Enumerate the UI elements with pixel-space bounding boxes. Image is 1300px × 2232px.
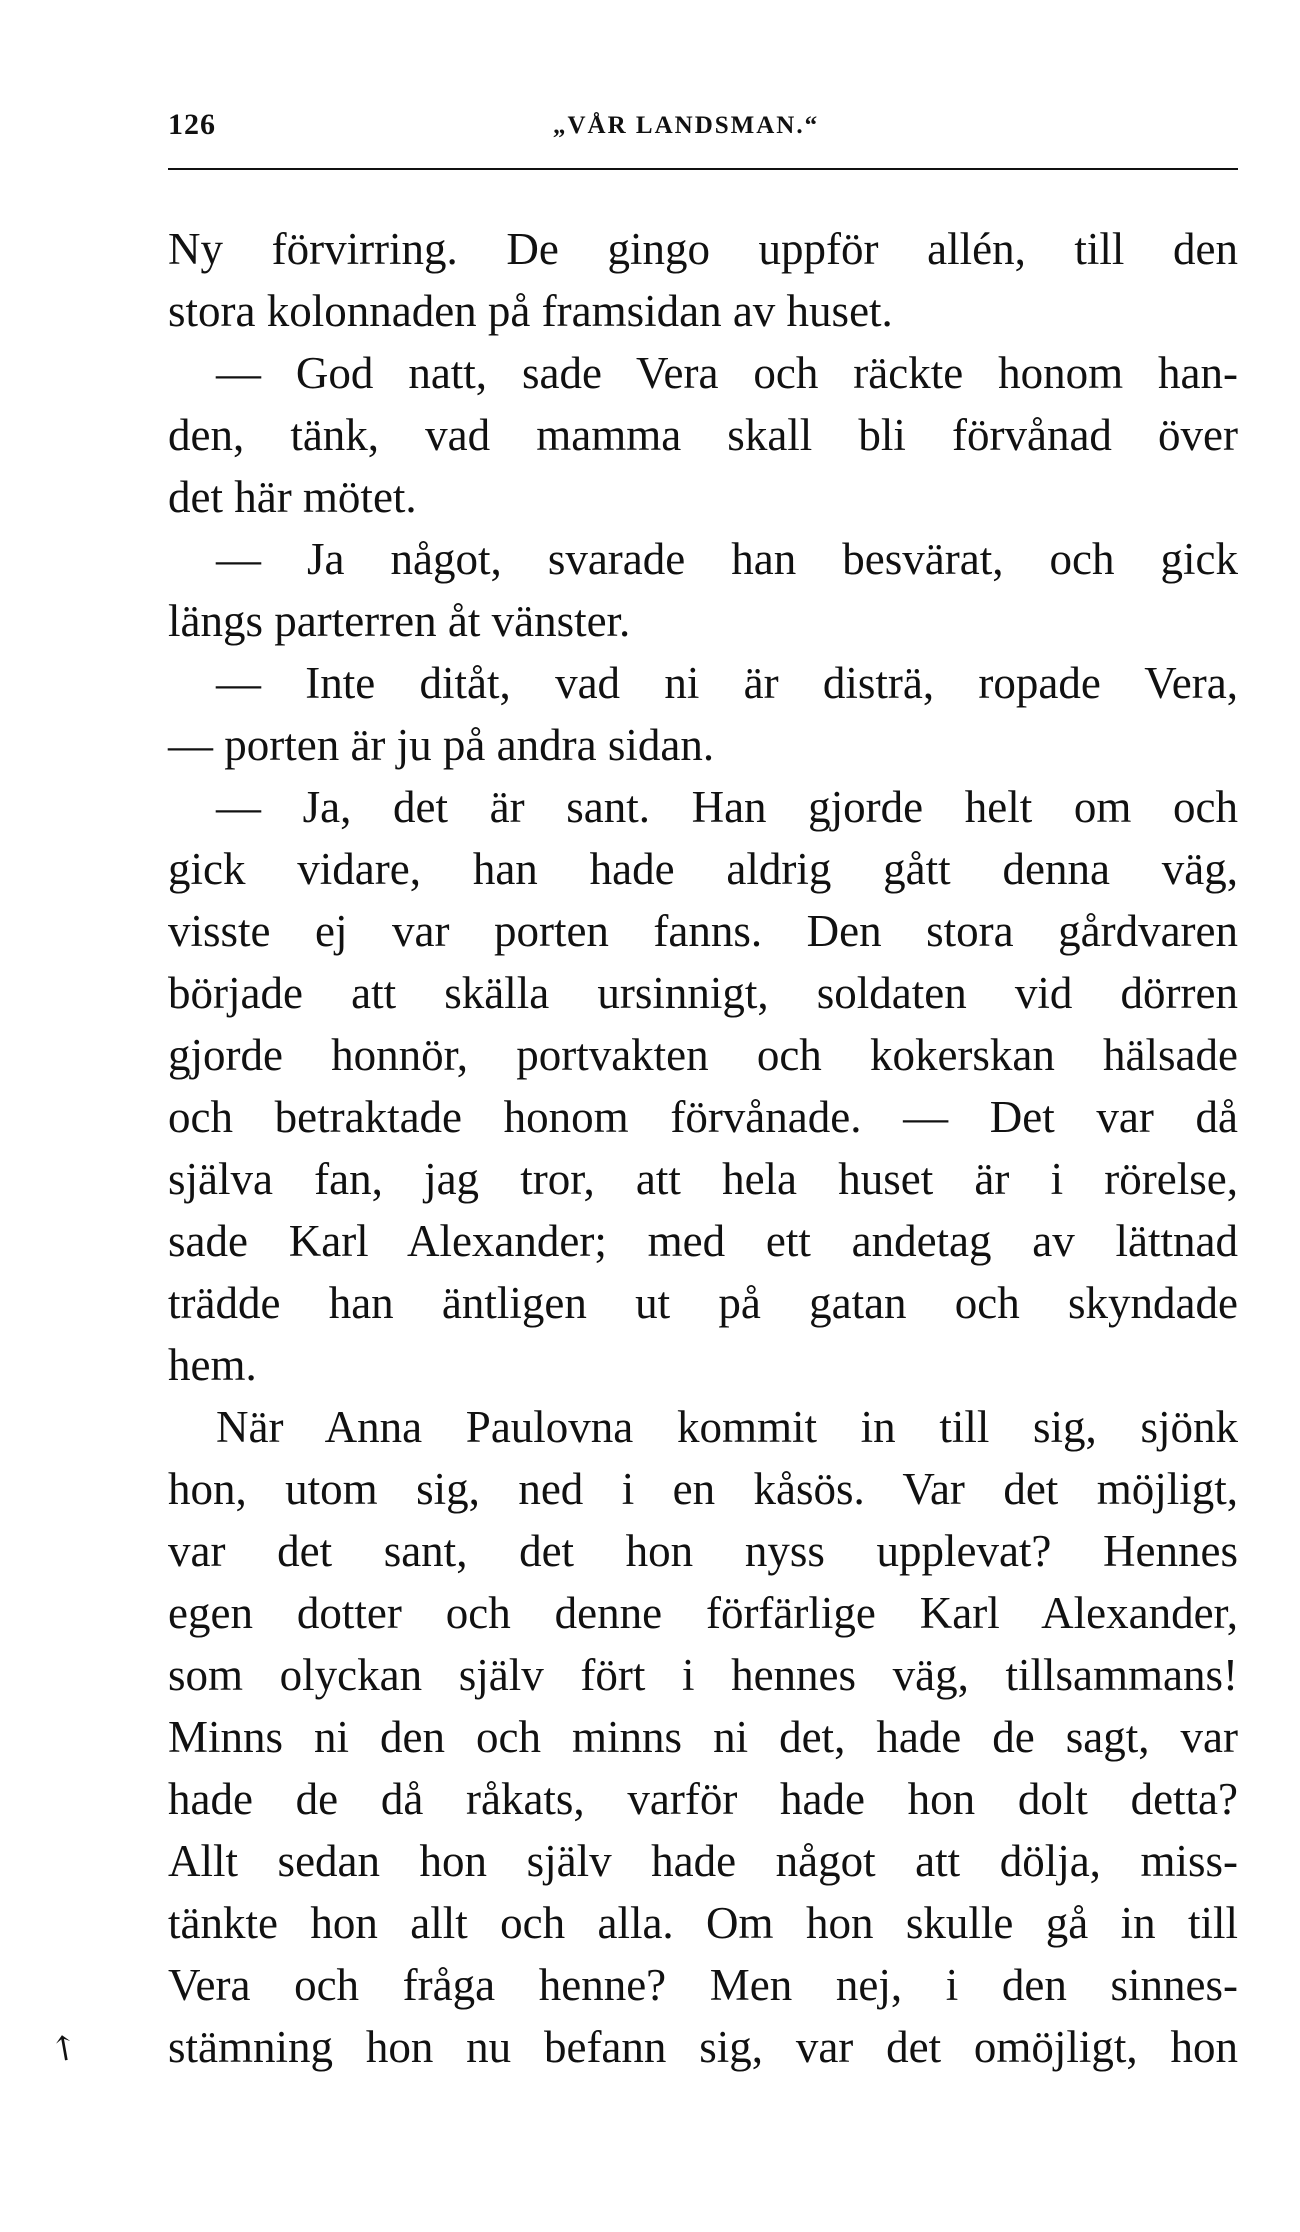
text-line: gick vidare, han hade aldrig gått denna väg, (168, 844, 1238, 894)
text-line: Minns ni den och minns ni det, hade de sagt, var (168, 1712, 1238, 1762)
text-line: När Anna Paulovna kommit in till sig, sjönk (216, 1402, 1238, 1452)
text-line: sade Karl Alexander; med ett andetag av lättnad (168, 1216, 1238, 1266)
page-number: 126 (168, 108, 216, 141)
text-line: — Inte ditåt, vad ni är disträ, ropade Vera, (216, 658, 1238, 708)
text-line: gjorde honnör, portvakten och kokerskan hälsade (168, 1030, 1238, 1080)
header-rule (168, 168, 1238, 170)
page-header (168, 108, 1238, 148)
text-line: Vera och fråga henne? Men nej, i den sinnes- (168, 1960, 1238, 2010)
body-text (168, 218, 1238, 2078)
text-line: var det sant, det hon nyss upplevat? Hennes (168, 1526, 1238, 1576)
text-line: hade de då råkats, varför hade hon dolt detta? (168, 1774, 1238, 1824)
printer-mark: ↖ (41, 2025, 87, 2072)
text-line: längs parterren åt vänster. (168, 596, 631, 646)
text-line: och betraktade honom förvånade. — Det var då (168, 1092, 1238, 1142)
text-line: trädde han äntligen ut på gatan och skyndade (168, 1278, 1238, 1328)
text-line: egen dotter och denne förfärlige Karl Alexander, (168, 1588, 1238, 1638)
text-line: det här mötet. (168, 472, 417, 522)
text-line: den, tänk, vad mamma skall bli förvånad över (168, 410, 1238, 460)
text-line: Allt sedan hon själv hade något att dölja, miss- (168, 1836, 1238, 1886)
text-line: började att skälla ursinnigt, soldaten vid dörren (168, 968, 1238, 1018)
text-line: — God natt, sade Vera och räckte honom han- (216, 348, 1238, 398)
text-line: hon, utom sig, ned i en kåsös. Var det möjligt, (168, 1464, 1238, 1514)
text-line: som olyckan själv fört i hennes väg, tillsammans! (168, 1650, 1238, 1700)
running-title: „VÅR LANDSMAN.“ (553, 112, 820, 139)
text-line: visste ej var porten fanns. Den stora gårdvaren (168, 906, 1238, 956)
text-line: — Ja något, svarade han besvärat, och gick (216, 534, 1238, 584)
text-line: själva fan, jag tror, att hela huset är i rörelse, (168, 1154, 1238, 1204)
text-line: Ny förvirring. De gingo uppför allén, till den (168, 224, 1238, 274)
text-line: — Ja, det är sant. Han gjorde helt om och (216, 782, 1238, 832)
text-line: stora kolonnaden på framsidan av huset. (168, 286, 893, 336)
text-line: tänkte hon allt och alla. Om hon skulle gå in till (168, 1898, 1238, 1948)
text-line: hem. (168, 1340, 257, 1390)
text-line: stämning hon nu befann sig, var det omöjligt, hon (168, 2022, 1238, 2072)
text-line: — porten är ju på andra sidan. (168, 720, 715, 770)
